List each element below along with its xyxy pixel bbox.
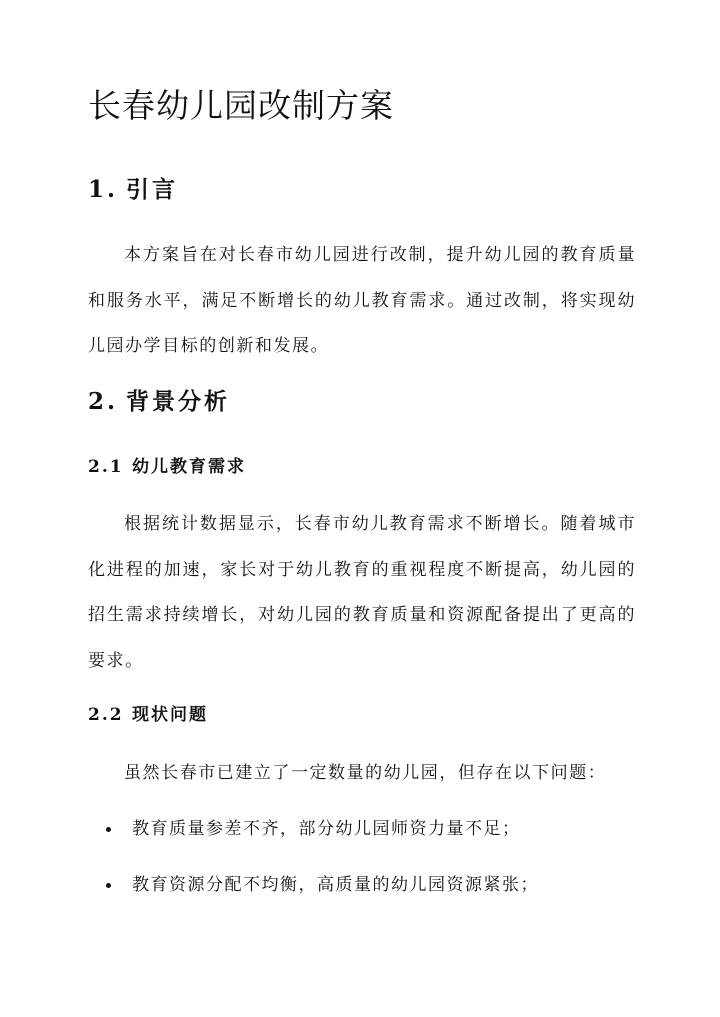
section-number: 1. <box>88 176 119 203</box>
section-number: 2. <box>88 388 119 415</box>
subsection-number: 2.2 <box>88 705 124 725</box>
subsection-title: 现状问题 <box>132 705 208 725</box>
issues-list <box>88 814 636 926</box>
section-heading-background <box>88 386 230 418</box>
section-title: 引言 <box>126 176 178 203</box>
subsection-title: 幼儿教育需求 <box>132 457 246 477</box>
subsection-heading-demand <box>88 454 246 480</box>
bullet-icon <box>106 827 111 832</box>
subsection-heading-current-issues <box>88 702 208 728</box>
introduction-paragraph: 本方案旨在对长春市幼儿园进行改制，提升幼儿园的教育质量和服务水平，满足不断增长的幼儿教育需求。通过改制，将实现幼儿园办学目标的创新和发展。 <box>88 245 636 356</box>
bullet-icon <box>106 883 111 888</box>
section-heading-introduction <box>88 174 178 206</box>
document-title: 长春幼儿园改制方案 <box>88 86 394 125</box>
demand-paragraph: 根据统计数据显示，长春市幼儿教育需求不断增长。随着城市化进程的加速，家长对于幼儿教育的重视程度不断提高，幼儿园的招生需求持续增长，对幼儿园的教育质量和资源配备提出了更高的要求。 <box>88 514 636 671</box>
list-item-text: 教育质量参差不齐，部分幼儿园师资力量不足； <box>132 819 521 839</box>
current-issues-intro: 虽然长春市已建立了一定数量的幼儿园，但存在以下问题： <box>124 763 607 783</box>
list-item <box>88 870 636 926</box>
list-item <box>88 814 636 870</box>
section-title: 背景分析 <box>126 388 230 415</box>
subsection-number: 2.1 <box>88 457 124 477</box>
list-item-text: 教育资源分配不均衡，高质量的幼儿园资源紧张； <box>132 875 539 895</box>
